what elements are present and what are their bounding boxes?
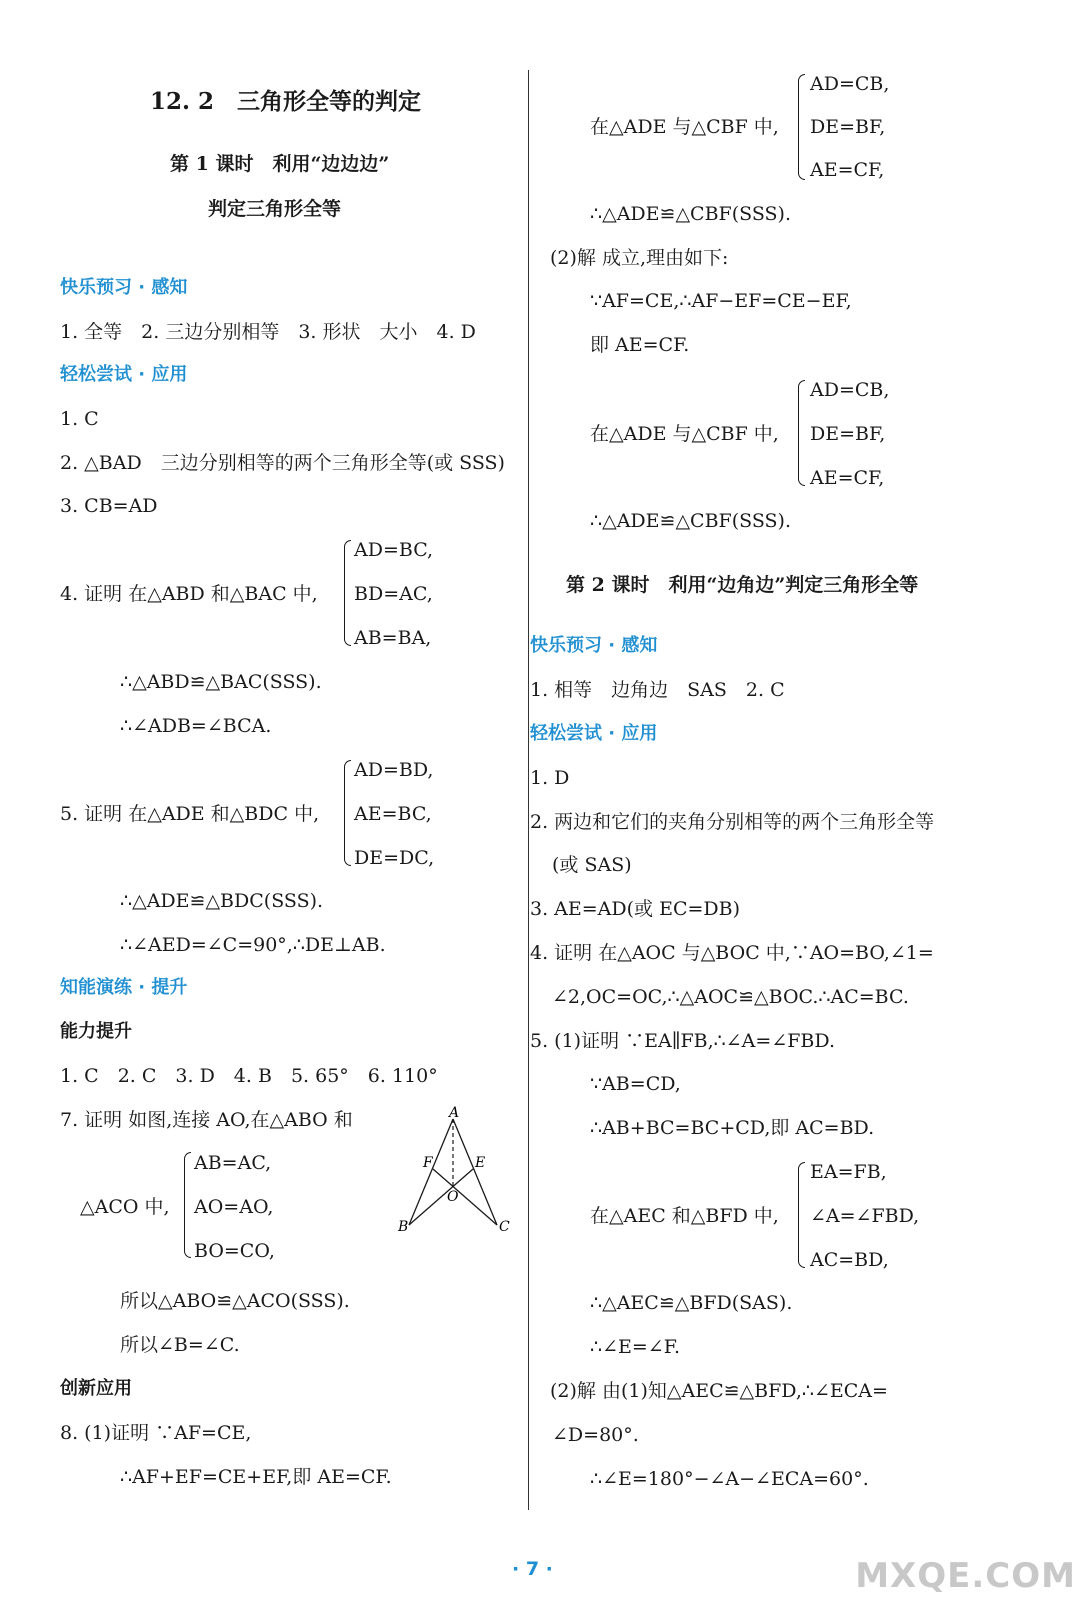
r2-cond-1: AD=CB, (810, 379, 890, 401)
r-lead-2: 在△ADE 与△CBF 中, (590, 423, 779, 445)
q4-cond-1: AD=BC, (354, 539, 434, 561)
q4-brace (344, 540, 351, 646)
r2-result: ∴△ADE≌△CBF(SSS). (590, 510, 791, 532)
q7-cond-1: AB=AC, (194, 1152, 272, 1174)
r-q5-cond-2: ∠A=∠FBD, (810, 1205, 920, 1227)
page-number: · 7 · (512, 1558, 553, 1580)
fig-line-AC (453, 1119, 497, 1225)
subheading-ability: 能力提升 (60, 1021, 132, 1042)
r-heading-preview: 快乐预习 · 感知 (530, 635, 658, 656)
fig-label-C: C (499, 1219, 510, 1235)
r-q5-cond-3: AC=BD, (810, 1249, 889, 1271)
q7-mid: △ACO 中, (80, 1196, 170, 1218)
watermark: MXQE.COM (855, 1556, 1076, 1596)
q4-cond-2: BD=AC, (354, 583, 433, 605)
q8-line-1: 8. (1)证明 ∵AF=CE, (60, 1422, 252, 1444)
q4-result-1: ∴△ABD≌△BAC(SSS). (120, 671, 322, 693)
subheading-innovation: 创新应用 (60, 1378, 132, 1399)
q7-cond-2: AO=AO, (194, 1196, 274, 1218)
lesson1-title-line2: 判定三角形全等 (208, 198, 342, 220)
fig-label-O: O (447, 1189, 459, 1205)
fig-label-F: F (423, 1155, 433, 1171)
r1-cond-3: AE=CF, (810, 159, 885, 181)
q5-brace (344, 760, 351, 866)
q5-result-2: ∴∠AED=∠C=90°,∴DE⊥AB. (120, 934, 386, 956)
q5-cond-3: DE=DC, (354, 847, 435, 869)
r-try-2b: (或 SAS) (552, 854, 632, 876)
r-q5-line-3: ∴AB+BC=BC+CD,即 AC=BD. (590, 1117, 875, 1139)
column-divider (528, 70, 529, 1510)
r2-cond-3: AE=CF, (810, 467, 885, 489)
r-q5-line-2: ∵AB=CD, (590, 1073, 681, 1095)
r1-cond-2: DE=BF, (810, 116, 886, 138)
r-q5-lead: 在△AEC 和△BFD 中, (590, 1205, 779, 1227)
try-answer-3: 3. CB=AD (60, 495, 158, 517)
q4-cond-3: AB=BA, (354, 627, 432, 649)
r-try-3: 3. AE=AD(或 EC=DB) (530, 898, 741, 920)
r-q4-line-1: 4. 证明 在△AOC 与△BOC 中,∵AO=BO,∠1= (530, 942, 934, 964)
r-q4-line-2: ∠2,OC=OC,∴△AOC≌△BOC.∴AC=BC. (552, 986, 909, 1008)
r2-brace (798, 380, 805, 486)
r-q5-part2-line-3: ∴∠E=180°−∠A−∠ECA=60°. (590, 1468, 869, 1490)
r-q5-brace (798, 1162, 805, 1268)
r2-line-2: 即 AE=CF. (590, 334, 690, 356)
r-q5-part2-line-1: (2)解 由(1)知△AEC≌△BFD,∴∠ECA= (550, 1380, 888, 1402)
fig-line-AB (409, 1119, 453, 1225)
r-q5-part2-line-2: ∠D=80°. (552, 1424, 639, 1446)
r-preview-answers: 1. 相等 边角边 SAS 2. C (530, 679, 785, 701)
fig-label-B: B (398, 1219, 409, 1235)
r-try-1: 1. D (530, 767, 570, 789)
r2-line-1: ∵AF=CE,∴AF−EF=CE−EF, (590, 290, 852, 312)
fig-line-BE (409, 1169, 473, 1225)
heading-preview: 快乐预习 · 感知 (60, 277, 188, 298)
q5-result-1: ∴△ADE≌△BDC(SSS). (120, 890, 324, 912)
r-q5-result-2: ∴∠E=∠F. (590, 1336, 680, 1358)
q7-cond-3: BO=CO, (194, 1240, 275, 1262)
r-q5-result-1: ∴△AEC≌△BFD(SAS). (590, 1292, 793, 1314)
heading-try: 轻松尝试 · 应用 (60, 364, 188, 385)
r2-cond-2: DE=BF, (810, 423, 886, 445)
ability-answers: 1. C 2. C 3. D 4. B 5. 65° 6. 110° (60, 1065, 438, 1087)
r1-result: ∴△ADE≌△CBF(SSS). (590, 203, 791, 225)
preview-answers: 1. 全等 2. 三边分别相等 3. 形状 大小 4. D (60, 321, 476, 343)
q7-lead: 7. 证明 如图,连接 AO,在△ABO 和 (60, 1109, 353, 1131)
heading-master: 知能演练 · 提升 (60, 977, 188, 998)
q7-result-1: 所以△ABO≌△ACO(SSS). (120, 1290, 350, 1312)
fig-label-A: A (449, 1105, 460, 1121)
r1-cond-1: AD=CB, (810, 73, 890, 95)
r-q5-line-1: 5. (1)证明 ∵EA∥FB,∴∠A=∠FBD. (530, 1030, 835, 1052)
q7-figure (395, 1105, 515, 1240)
try-answer-1: 1. C (60, 408, 99, 430)
q4-result-2: ∴∠ADB=∠BCA. (120, 715, 272, 737)
try-answer-2: 2. △BAD 三边分别相等的两个三角形全等(或 SSS) (60, 452, 505, 474)
q5-cond-1: AD=BD, (354, 759, 434, 781)
r-heading-try: 轻松尝试 · 应用 (530, 723, 658, 744)
r-try-2a: 2. 两边和它们的夹角分别相等的两个三角形全等 (530, 811, 935, 833)
lesson2-title: 第 2 课时 利用“边角边”判定三角形全等 (566, 574, 919, 596)
q4-lead: 4. 证明 在△ABD 和△BAC 中, (60, 583, 318, 605)
q7-result-2: 所以∠B=∠C. (120, 1334, 240, 1356)
q5-cond-2: AE=BC, (354, 803, 432, 825)
lesson1-title-line1: 第 1 课时 利用“边边边” (170, 153, 390, 175)
q5-lead: 5. 证明 在△ADE 和△BDC 中, (60, 803, 320, 825)
section-title: 12. 2 三角形全等的判定 (150, 88, 422, 115)
r-lead-1: 在△ADE 与△CBF 中, (590, 116, 779, 138)
r-q5-cond-1: EA=FB, (810, 1161, 887, 1183)
fig-label-E: E (475, 1155, 486, 1171)
q8-line-2: ∴AF+EF=CE+EF,即 AE=CF. (120, 1466, 392, 1488)
q7-brace (184, 1152, 191, 1258)
fig-line-CF (433, 1169, 497, 1225)
r1-brace (798, 74, 805, 180)
r2-head: (2)解 成立,理由如下: (550, 247, 729, 269)
